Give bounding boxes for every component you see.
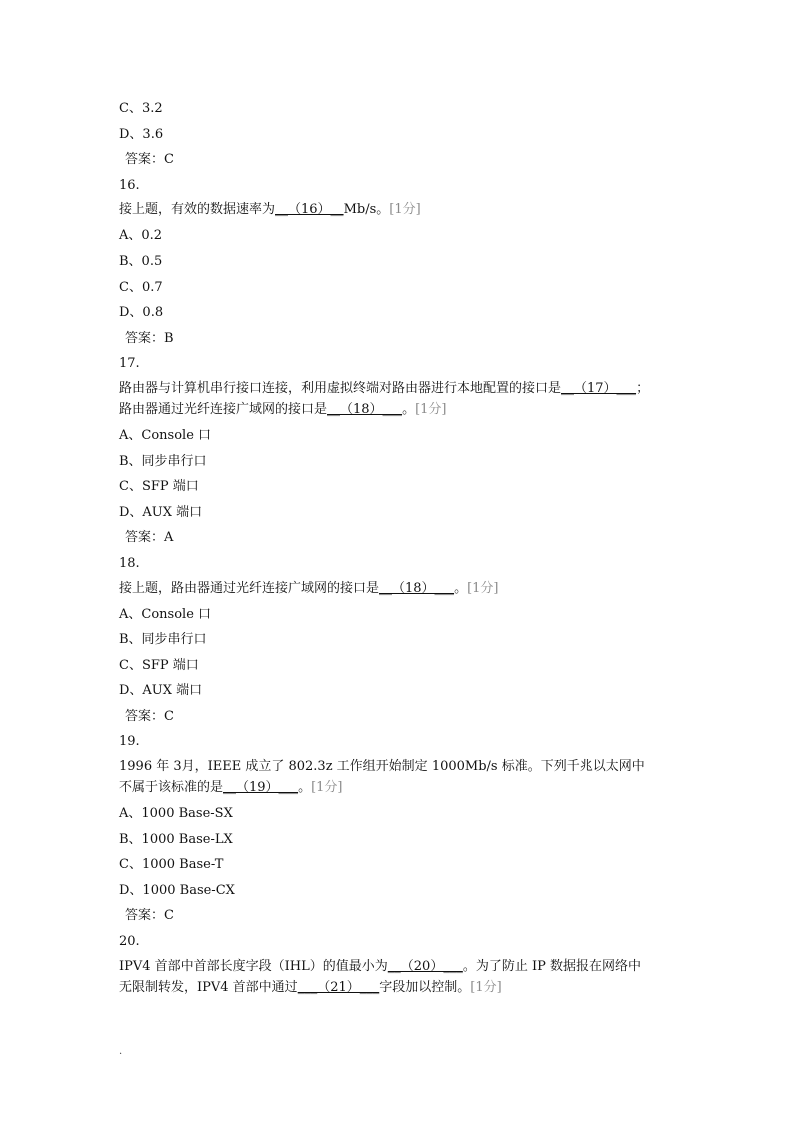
question-number: 18. bbox=[119, 555, 140, 571]
option-c: C、1000 Base-T bbox=[119, 857, 224, 873]
question-text-part: 1996 年 3月，IEEE 成立了 802.3z 工作组开始制定 1000Mb/s 标准。下列千兆以太网中 bbox=[119, 759, 645, 775]
question-text bbox=[119, 378, 679, 420]
question-number: 17. bbox=[119, 356, 140, 372]
question-line bbox=[119, 977, 679, 998]
option-a: A、Console 口 bbox=[119, 606, 212, 622]
option-d: D、1000 Base-CX bbox=[119, 882, 235, 898]
option-c: C、0.7 bbox=[119, 279, 163, 295]
answer-blank: __（16）__ bbox=[275, 202, 344, 218]
answer-text: 答案：C bbox=[125, 152, 174, 168]
answer-blank: __（17）___ bbox=[561, 380, 637, 396]
question-text bbox=[119, 756, 679, 798]
answer-blank: ___（21）___ bbox=[297, 979, 380, 995]
answer-text: 答案：A bbox=[125, 530, 174, 546]
option-d: D、AUX 端口 bbox=[119, 683, 203, 699]
answer-text: 答案：C bbox=[125, 908, 174, 924]
question-line bbox=[119, 199, 679, 220]
question-line bbox=[119, 777, 679, 798]
answer-blank: __（19）___ bbox=[223, 780, 299, 796]
question-number: 16. bbox=[119, 177, 140, 193]
exam-page bbox=[119, 96, 679, 1001]
question-text-part: 。 bbox=[402, 401, 416, 417]
question-text-part: 。 bbox=[454, 580, 468, 596]
option-a: A、1000 Base-SX bbox=[119, 806, 233, 822]
option-d: D、3.6 bbox=[119, 126, 164, 142]
question-text bbox=[119, 199, 679, 220]
option-c: C、SFP 端口 bbox=[119, 657, 199, 673]
score-label: [1分] bbox=[389, 202, 421, 218]
question-text bbox=[119, 956, 679, 998]
question-line bbox=[119, 399, 679, 420]
question-text-part: 无限制转发，IPV4 首部中通过 bbox=[119, 979, 298, 995]
question-text-part: 不属于该标准的是 bbox=[119, 780, 224, 796]
answer-text: 答案：C bbox=[125, 708, 174, 724]
score-label: [1分] bbox=[311, 780, 343, 796]
option-d: D、AUX 端口 bbox=[119, 504, 203, 520]
answer-blank: __（20）___ bbox=[387, 958, 463, 974]
option-b: B、同步串行口 bbox=[119, 453, 207, 469]
option-c: C、3.2 bbox=[119, 101, 163, 116]
question-text bbox=[119, 578, 679, 599]
score-label: [1分] bbox=[415, 401, 447, 417]
question-text-part: 接上题，有效的数据速率为 bbox=[119, 202, 276, 218]
answer-blank: __（18）___ bbox=[379, 580, 455, 596]
question-number: 19. bbox=[119, 734, 140, 750]
option-c: C、SFP 端口 bbox=[119, 479, 199, 495]
footer-dot: . bbox=[119, 1046, 123, 1057]
question-number: 20. bbox=[119, 934, 140, 950]
question-text-part: ； bbox=[636, 380, 650, 396]
question-text-part: 字段加以控制。 bbox=[379, 979, 471, 995]
question-line bbox=[119, 756, 679, 777]
option-a: A、Console 口 bbox=[119, 427, 212, 443]
question-line bbox=[119, 378, 679, 399]
answer-text: 答案：B bbox=[125, 330, 174, 346]
score-label: [1分] bbox=[467, 580, 499, 596]
question-text-part: 接上题，路由器通过光纤连接广域网的接口是 bbox=[119, 580, 380, 596]
option-b: B、1000 Base-LX bbox=[119, 831, 233, 847]
question-line bbox=[119, 578, 679, 599]
question-text-part: 路由器与计算机串行接口连接，利用虚拟终端对路由器进行本地配置的接口是 bbox=[119, 380, 562, 396]
question-text-part: IPV4 首部中首部长度字段（IHL）的值最小为 bbox=[119, 958, 388, 974]
score-label: [1分] bbox=[470, 979, 502, 995]
question-text-part: Mb/s。 bbox=[343, 202, 390, 218]
option-b: B、0.5 bbox=[119, 253, 163, 269]
option-b: B、同步串行口 bbox=[119, 632, 207, 648]
answer-blank: __（18）___ bbox=[327, 401, 403, 417]
question-text-part: 路由器通过光纤连接广域网的接口是 bbox=[119, 401, 328, 417]
question-line bbox=[119, 956, 679, 977]
option-d: D、0.8 bbox=[119, 305, 164, 321]
question-text-part: 。 bbox=[298, 780, 312, 796]
question-text-part: 。为了防止 IP 数据报在网络中 bbox=[462, 958, 641, 974]
option-a: A、0.2 bbox=[119, 228, 163, 244]
